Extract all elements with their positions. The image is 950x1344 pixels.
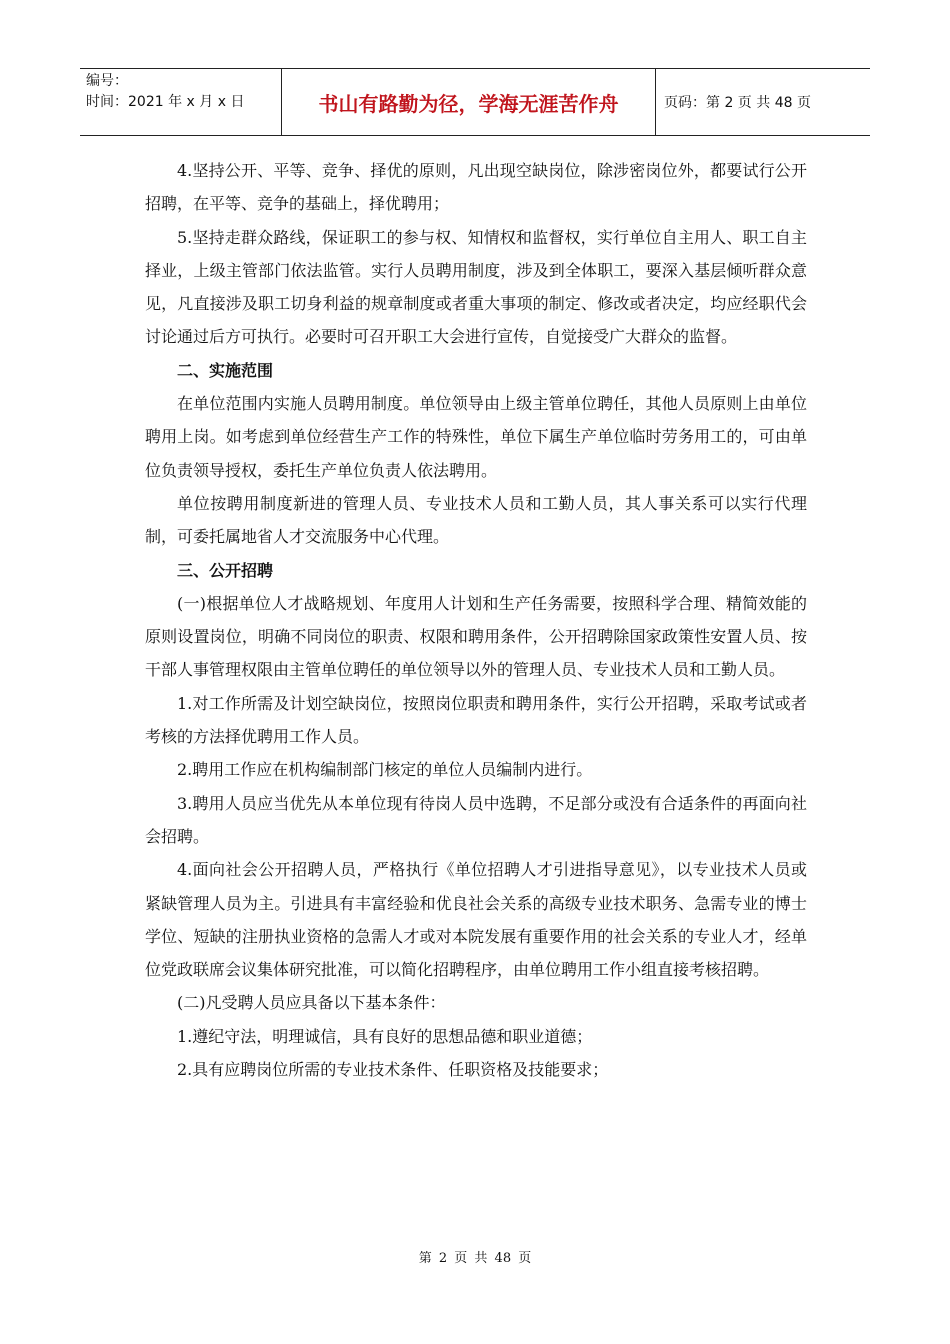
section-heading: 三、公开招聘: [177, 560, 274, 580]
paragraph: (二)凡受聘人员应具备以下基本条件：: [177, 993, 446, 1013]
paragraph: 单位按聘用制度新进的管理人员、专业技术人员和工勤人员，其人事关系可以实行代理制，可委托属地省人才交流服务中心代理。: [145, 493, 807, 547]
document-body: [145, 154, 807, 1086]
paragraph: 4.坚持公开、平等、竞争、择优的原则，凡出现空缺岗位，除涉密岗位外，都要试行公开招聘，在平等、竞争的基础上，择优聘用；: [145, 161, 807, 214]
header-table: [80, 68, 870, 136]
paragraph: 2.具有应聘岗位所需的专业技术条件、任职资格及技能要求；: [177, 1060, 609, 1080]
header-motto: 书山有路勤为径，学海无涯苦作舟: [282, 69, 656, 135]
paragraph: 5.坚持走群众路线，保证职工的参与权、知情权和监督权，实行单位自主用人、职工自主择业，上级主管部门依法监管。实行人员聘用制度，涉及到全体职工，要深入基层倾听群众意见，凡直接涉及职工切身利益的规章制度或者重大事项的制定、修改或者决定，均应经职代会讨论通过后方可执行。必要时可召开职工大会进行宣传，自觉接受广大群众的监督。: [145, 227, 807, 347]
paragraph: 2.聘用工作应在机构编制部门核定的单位人员编制内进行。: [177, 760, 593, 780]
paragraph: (一)根据单位人才战略规划、年度用人计划和生产任务需要，按照科学合理、精简效能的原则设置岗位，明确不同岗位的职责、权限和聘用条件，公开招聘除国家政策性安置人员、按干部人事管理权限由主管单位聘任的单位领导以外的管理人员、专业技术人员和工勤人员。: [145, 593, 807, 680]
section-heading: 二、实施范围: [177, 360, 274, 380]
paragraph: 3.聘用人员应当优先从本单位现有待岗人员中选聘，不足部分或没有合适条件的再面向社会招聘。: [145, 793, 807, 846]
document-number-label: 编号：: [86, 73, 128, 89]
document-time-label: 时间：2021 年 x 月 x 日: [86, 94, 245, 110]
paragraph: 在单位范围内实施人员聘用制度。单位领导由上级主管单位聘任，其他人员原则上由单位聘用上岗。如考虑到单位经营生产工作的特殊性，单位下属生产单位临时劳务用工的，可由单位负责领导授权，委托生产单位负责人依法聘用。: [145, 394, 807, 480]
header-meta-cell: [80, 69, 282, 135]
paragraph: 1.遵纪守法，明理诚信，具有良好的思想品德和职业道德；: [177, 1026, 593, 1046]
paragraph: 1.对工作所需及计划空缺岗位，按照岗位职责和聘用条件，实行公开招聘，采取考试或者考核的方法择优聘用工作人员。: [145, 693, 807, 747]
paragraph: 4.面向社会公开招聘人员，严格执行《单位招聘人才引进指导意见》，以专业技术人员或紧缺管理人员为主。引进具有丰富经验和优良社会关系的高级专业技术职务、急需专业的博士学位、短缺的注册执业资格的急需人才或对本院发展有重要作用的社会关系的专业人才，经单位党政联席会议集体研究批准，可以简化招聘程序，由单位聘用工作小组直接考核招聘。: [145, 860, 807, 980]
header-page-info: 页码：第 2 页 共 48 页: [664, 95, 811, 111]
page-footer: 第 2 页 共 48 页: [418, 1251, 532, 1266]
